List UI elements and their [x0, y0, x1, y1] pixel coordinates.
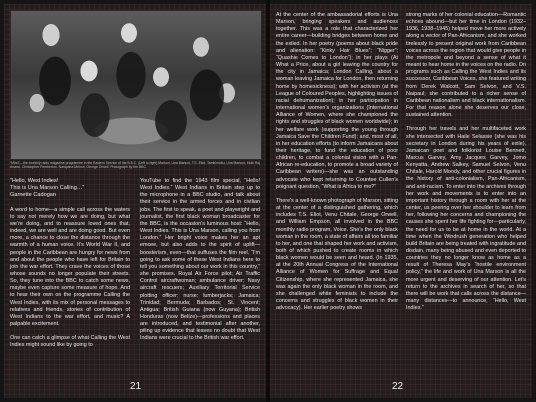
- paragraph: At the center of the ambassadorial efforts is Una Marson, bringing speakers and audiences together. This was a role that characterized her entire career—building bridges between home and the exiled. In her poetry (poems about black pride and alienation: “Kinky Hair Blues”; “Nigger”; “Quashie Comes to London”); in her plays (At What a Price, about a girl leaving the country for the city in Jamaica; London Calling, about a woman leaving Jamaica for London, then returning home by homesickness); with her activism (at the League of Coloured Peoples, highlighting issues of racial dehumanization); in her participation in international women’s organizations (International Alliance of Women, where she championed the rights and struggles of black women worldwide); in her welfare work (supporting the young through Jamaica Save the Children Fund); and, most of all, in her education efforts (to inform Jamaicans about their heritage, to fund the education of poor children, to combat a colonial vision with a Pan-African re-education, to promote a broad variety of Caribbean writers)—she was an outstanding advocate who kept returning to Countee Cullen’s poignant question, “What is Africa to me?”: [276, 12, 398, 190]
- paragraph: There’s a well-known photograph of Marson, sitting at the center of a distinguished gathering, which includes T.S. Eliot, Venu Chitale, George Orwell, and William Empson, all involved in the BBC monthly radio program, Voice. She’s the only black woman in the room, a state of affairs all too familiar to her, and one that shaped her work and activism, both of which pushed to create rooms in which black women would be seen and heard. (In 1935, at the 20th Annual Congress of the International Alliance of Women for Suffrage and Equal Citizenship, where she represented Jamaica, she was again the only black woman in the room, and she challenged white feminists to include the concerns and struggles of black women in their advocacy). Her earlier poetry shows: [276, 197, 398, 312]
- paragraph: A word to home—a simple call across the waters to say not merely how we are doing, but what we’re doing, and to reassure loved ones that, indeed, we are well and are doing good. But even more, a chance to close the distance through the warmth of a human voice. It’s World War II, and people in the Caribbean are hungry for news from and about the people who have left for Britain to join the war effort. They crave the voices of those whose sounds no longer populate their streets. So, they tune into the BBC to catch some news, maybe even capture some measure of hope. And to hear their own on the programme Calling the West Indies, with its mix of personal messages to relatives and friends, stories of contribution of West Indians to the war effort, and music? A palpable excitement.: [10, 206, 130, 328]
- paragraph: strong marks of her colonial education—Romantic echoes abound—but her time in London (1932–1936, 1938–1945) helped move her more actively along a vector of Pan-Africanism, and she worked tirelessly to present original work from Caribbean voices across the region that would give people in the metropole and beyond a sense of what it meant to hear home in the voices on the radio. On programs such as Calling the West Indies and its successor, Caribbean Voices, she featured writing from Derek Walcott, Sam Selvon, and V.S. Naipaul; she contributed to a richer sense of Caribbean nationalism and black internationalism. For that reason alone she deserves our close, sustained attention.: [406, 12, 526, 119]
- right-column-2: [406, 12, 526, 312]
- paragraph: One can catch a glimpse of what Calling the West Indies might sound like by going to: [10, 335, 130, 349]
- page-number: 22: [392, 381, 404, 392]
- right-column-1: [276, 12, 398, 312]
- photo-caption: “Mind”—the monthly radio magazine programme in the Eastern Service of the B.B.C. (Left to right) Marson, Una Marson, T.S. Eliot, Tambimuttu, Una Marson, Mulk Raj Anand, Christopher Pemberton, Narayana Menon, George Orwell. Photograph by the BBC.: [10, 161, 260, 169]
- left-page: [4, 4, 266, 398]
- archival-photograph: [10, 10, 262, 160]
- left-column-2: [140, 178, 260, 343]
- left-column-1: [10, 178, 130, 350]
- paragraph: YouTube to find the 1943 film special, “Hello! West Indies.” West Indians in Britain step up to the microphone in a BBC studio, and talk about their service in the armed forces and in civilian jobs. The first to speak, a poet and playwright and journalist, the first black woman broadcaster for the BBC, is the occasion’s luminous host: “Hello, West Indies. This is Una Marson, calling you from London.” Her bright voice makes her an apt emcee, but also adds to the spirit of uplift—boosterism, even—that suffuses the film reel. “I’m going to ask some of these West Indians here to tell you something about our work in this country,” she promises. Royal Air Force pilot; Air Traffic Control aircraftwoman; ambulance driver; Navy aircraft rescuers; Auxiliary Territorial Service plotting officer; nurse; lumberjacks; Jamaica; Trinidad; Bermuda; Barbados; St. Vincent; Antigua; British Guiana (now Guyana); British Honduras (now Belize)—professions and places are introduced, and testimonial after another, piling up evidence that leaves no doubt that West Indians were crucial to the British war effort.: [140, 178, 260, 342]
- article-title-and-author: “Hello, West Indies! This is Una Marson Calling…” Garnette Cadogan: [10, 178, 85, 199]
- right-page: [270, 4, 532, 398]
- page-number: 21: [130, 381, 142, 392]
- paragraph: Through her travels and her multifaceted work she intersected with Haile Selassie (she was his secretary in London during his years of exile), Jamaican poet and folklorist Louise Bennett, Marcus Garvey, Amy Jacques Garvey, Jomo Kenyatta, Andrew Salkey, Samuel Selvon, Venu Chitale, Harold Moody, and other crucial figures in the history of anti-colonialism, Pan-Africanism, and anti-racism. To enter into the archives through her work and movements is to enter into an important history through a room with her at the center, us peering over her shoulder to learn from her, following her concerns and championing the causes she spent her life fighting for—particularly, the need for us to be at home in the world. At a time when the Windrush generation who helped build Britain are being treated with ingratitude and disdain, many being abused and even deported to countries they no longer know as home as a result of Theresa May’s “hostile environment policy,” the life and work of Una Marson is all the more urgent and deserving of our attention. Let’s return to the archives in search of her, so that there will be work that calls across the distance—many distances—to announce, “Hello, West Indies.”: [406, 126, 526, 312]
